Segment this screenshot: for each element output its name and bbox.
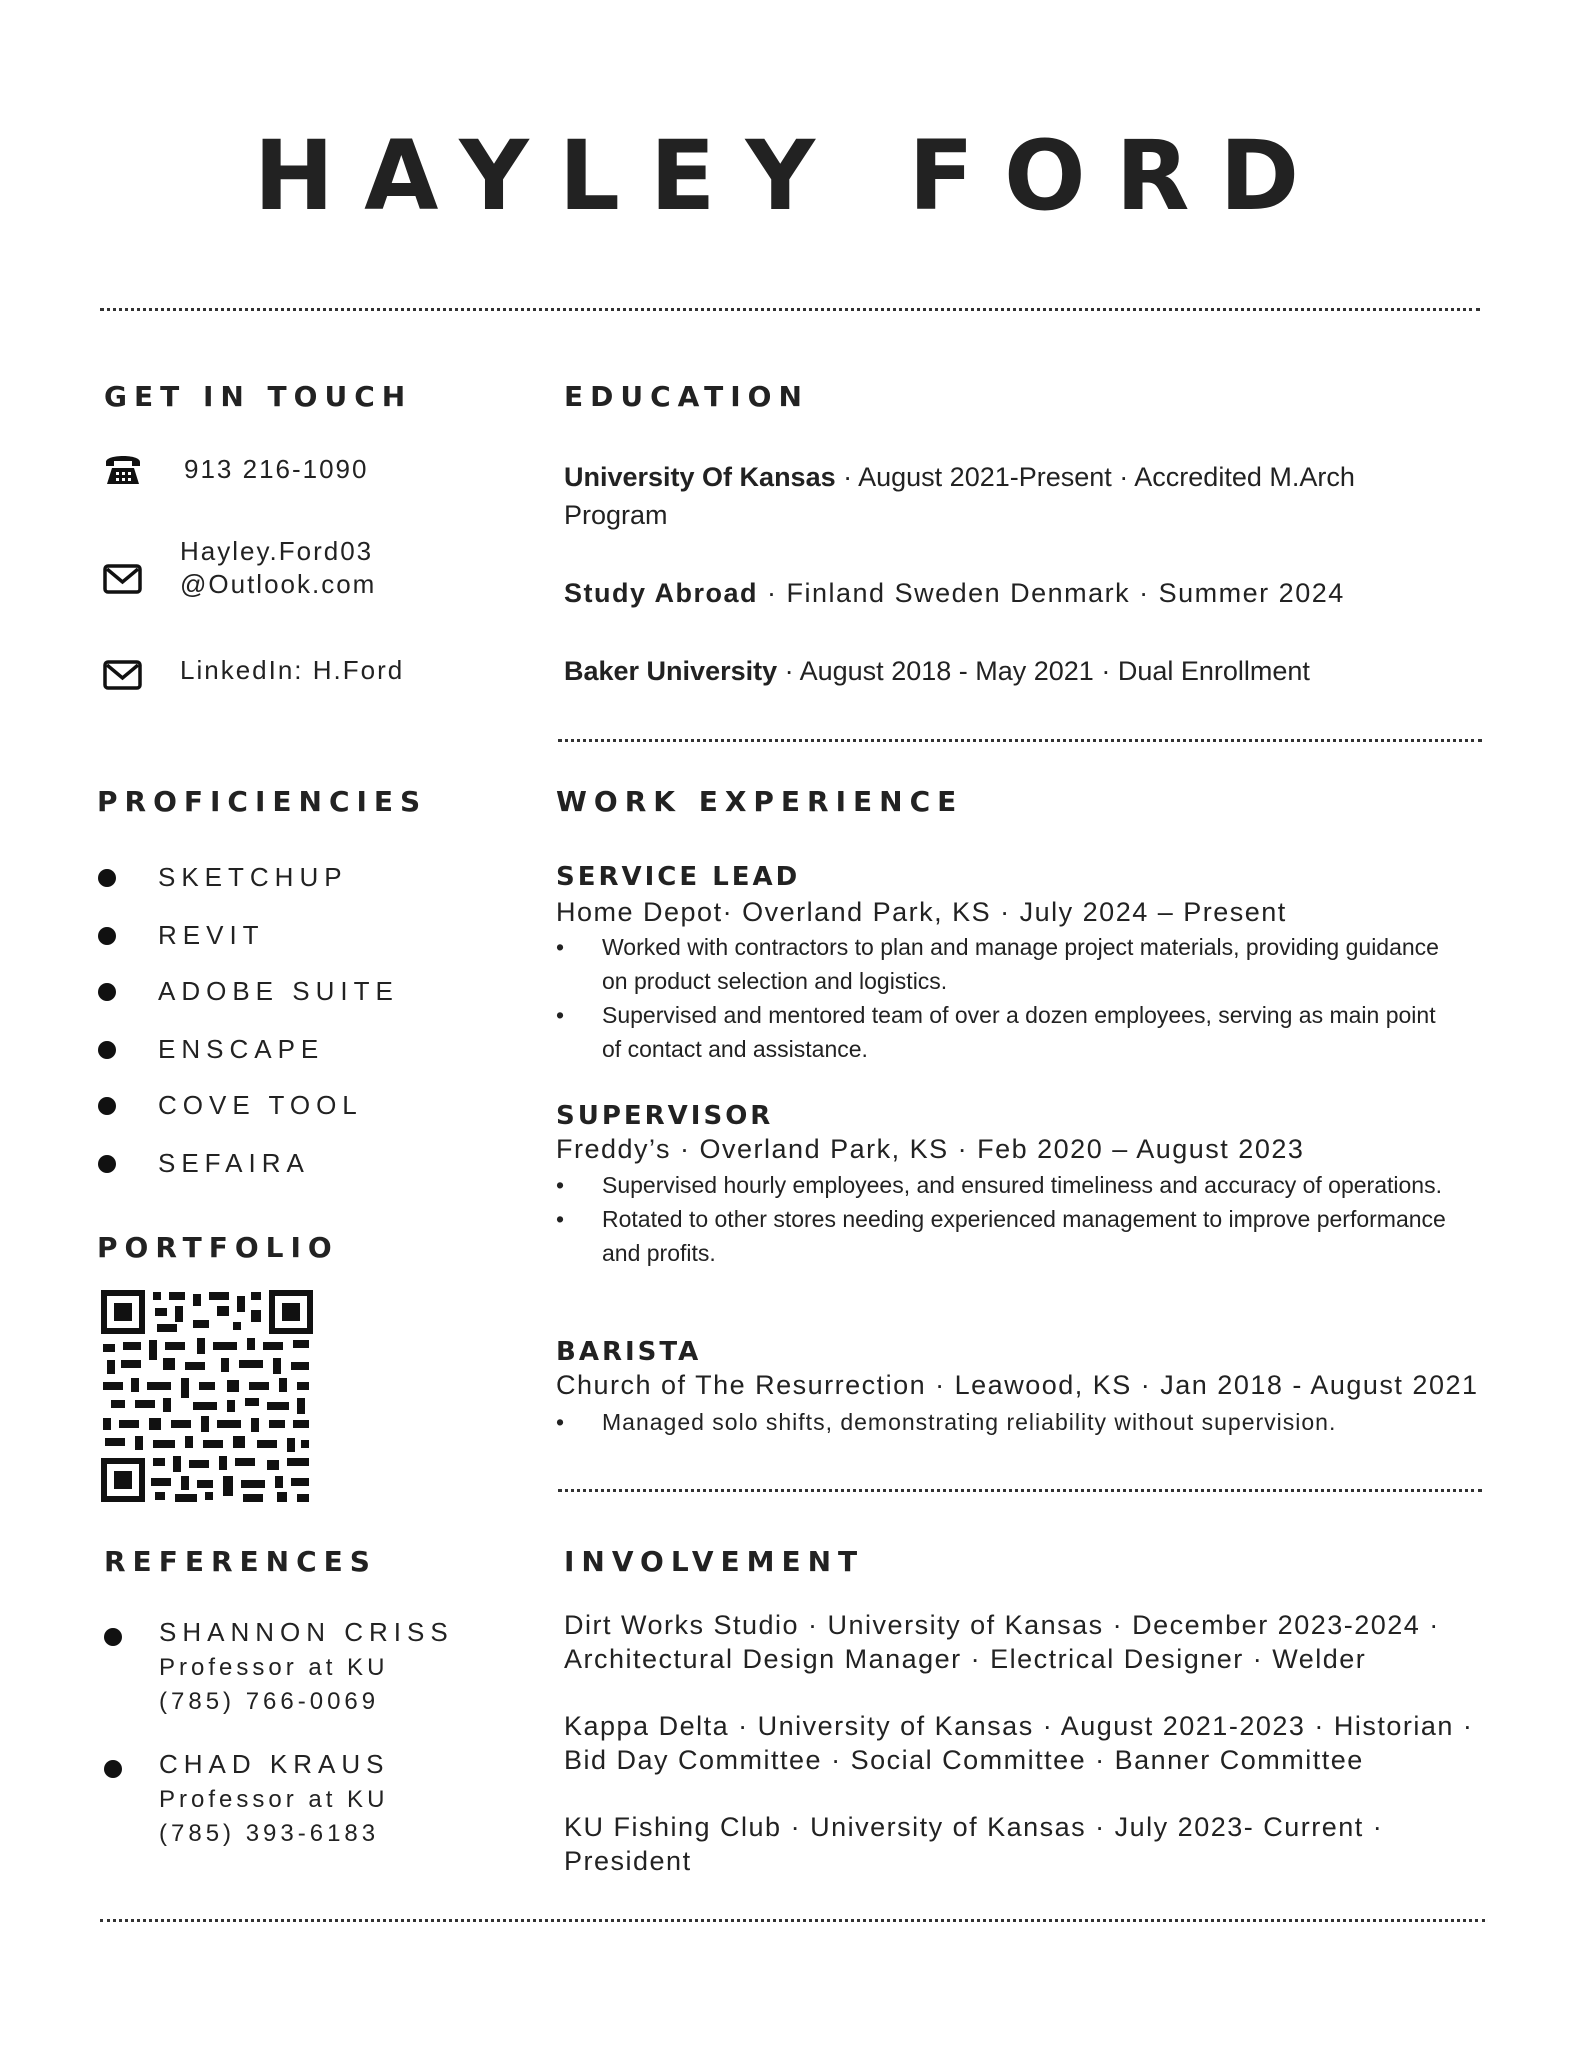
job-bullets: [556, 1168, 1456, 1270]
proficiency-item: ENSCAPE: [158, 1034, 325, 1064]
contact-linkedin[interactable]: LinkedIn: H.Ford: [180, 655, 405, 685]
contact-phone[interactable]: 913 216-1090: [184, 454, 369, 484]
proficiency-item: SEFAIRA: [158, 1148, 310, 1178]
involvement-heading: INVOLVEMENT: [564, 1545, 865, 1578]
job-title: SERVICE LEAD: [556, 862, 801, 892]
job-title: BARISTA: [556, 1337, 702, 1367]
job-meta: Home Depot· Overland Park, KS · July 2024 – Present: [556, 897, 1287, 927]
proficiencies-heading: PROFICIENCIES: [97, 785, 428, 818]
bullet-dot: [98, 927, 116, 945]
proficiency-item: ADOBE SUITE: [158, 976, 399, 1006]
reference-name: CHAD KRAUS: [159, 1749, 390, 1779]
portfolio-qr-code[interactable]: [101, 1290, 313, 1502]
portfolio-heading: PORTFOLIO: [97, 1231, 339, 1264]
work-heading: WORK EXPERIENCE: [556, 785, 964, 818]
involvement-item: Dirt Works Studio · University of Kansas · December 2023-2024 · Architectural Design Manager · Electrical Designer · Welder: [564, 1610, 1440, 1674]
education-school: Study Abroad: [564, 578, 759, 608]
bullet-dot: [98, 1041, 116, 1059]
reference-role: Professor at KU: [159, 1786, 389, 1813]
job-meta: Church of The Resurrection · Leawood, KS · Jan 2018 - August 2021: [556, 1370, 1479, 1400]
resume-name: HAYLEY FORD: [253, 120, 1330, 232]
bullet-dot: [98, 869, 116, 887]
contact-email-line1[interactable]: Hayley.Ford03: [180, 536, 374, 566]
job-bullets: [556, 1405, 1456, 1439]
involvement-item: KU Fishing Club · University of Kansas · July 2023- Current · President: [564, 1812, 1384, 1876]
job-bullet: • Managed solo shifts, demonstrating reliability without supervision.: [556, 1405, 1456, 1439]
bullet-dot: [104, 1760, 122, 1778]
bullet-dot: [98, 983, 116, 1001]
bullet-dot: [104, 1628, 122, 1646]
reference-name: SHANNON CRISS: [159, 1617, 454, 1647]
job-bullet: • Worked with contractors to plan and manage project materials, providing guidance on product selection and logistics.: [556, 930, 1456, 998]
divider-bottom: [100, 1919, 1485, 1922]
divider-education: [558, 739, 1482, 742]
education-school: University Of Kansas: [564, 462, 836, 492]
bullet-dot: [98, 1155, 116, 1173]
job-bullet: • Rotated to other stores needing experienced management to improve performance and profits.: [556, 1202, 1456, 1270]
job-bullet: • Supervised and mentored team of over a dozen employees, serving as main point of contact and assistance.: [556, 998, 1456, 1066]
contact-heading: GET IN TOUCH: [104, 380, 413, 413]
job-meta: Freddy’s · Overland Park, KS · Feb 2020 – August 2023: [556, 1134, 1305, 1164]
job-title: SUPERVISOR: [556, 1101, 774, 1131]
education-item: [564, 652, 1444, 690]
education-item: [564, 574, 1444, 612]
linkedin-mail-icon: [102, 654, 144, 696]
education-detail: · Finland Sweden Denmark · Summer 2024: [758, 578, 1345, 608]
divider-top: [100, 308, 1480, 311]
bullet-dot: [98, 1097, 116, 1115]
education-detail: · August 2018 - May 2021 · Dual Enrollment: [777, 656, 1310, 686]
mail-icon: [102, 558, 144, 600]
phone-icon: [102, 448, 144, 490]
education-school: Baker University: [564, 656, 778, 686]
reference-phone[interactable]: (785) 766-0069: [159, 1688, 380, 1715]
reference-phone[interactable]: (785) 393-6183: [159, 1820, 380, 1847]
proficiency-item: REVIT: [158, 920, 265, 950]
proficiency-item: COVE TOOL: [158, 1090, 363, 1120]
proficiency-item: SKETCHUP: [158, 862, 348, 892]
reference-role: Professor at KU: [159, 1654, 389, 1681]
divider-work: [558, 1489, 1482, 1492]
contact-email-line2[interactable]: @Outlook.com: [180, 569, 377, 599]
job-bullet: • Supervised hourly employees, and ensured timeliness and accuracy of operations.: [556, 1168, 1456, 1202]
education-detail: · August 2021-Present · Accredited M.Arch Program: [564, 462, 1355, 530]
education-item: [564, 458, 1444, 534]
references-heading: REFERENCES: [104, 1545, 377, 1578]
job-bullets: [556, 930, 1456, 1066]
education-heading: EDUCATION: [564, 380, 809, 413]
involvement-item: Kappa Delta · University of Kansas · August 2021-2023 · Historian · Bid Day Committee · Social Committee · Banner Committee: [564, 1711, 1474, 1775]
